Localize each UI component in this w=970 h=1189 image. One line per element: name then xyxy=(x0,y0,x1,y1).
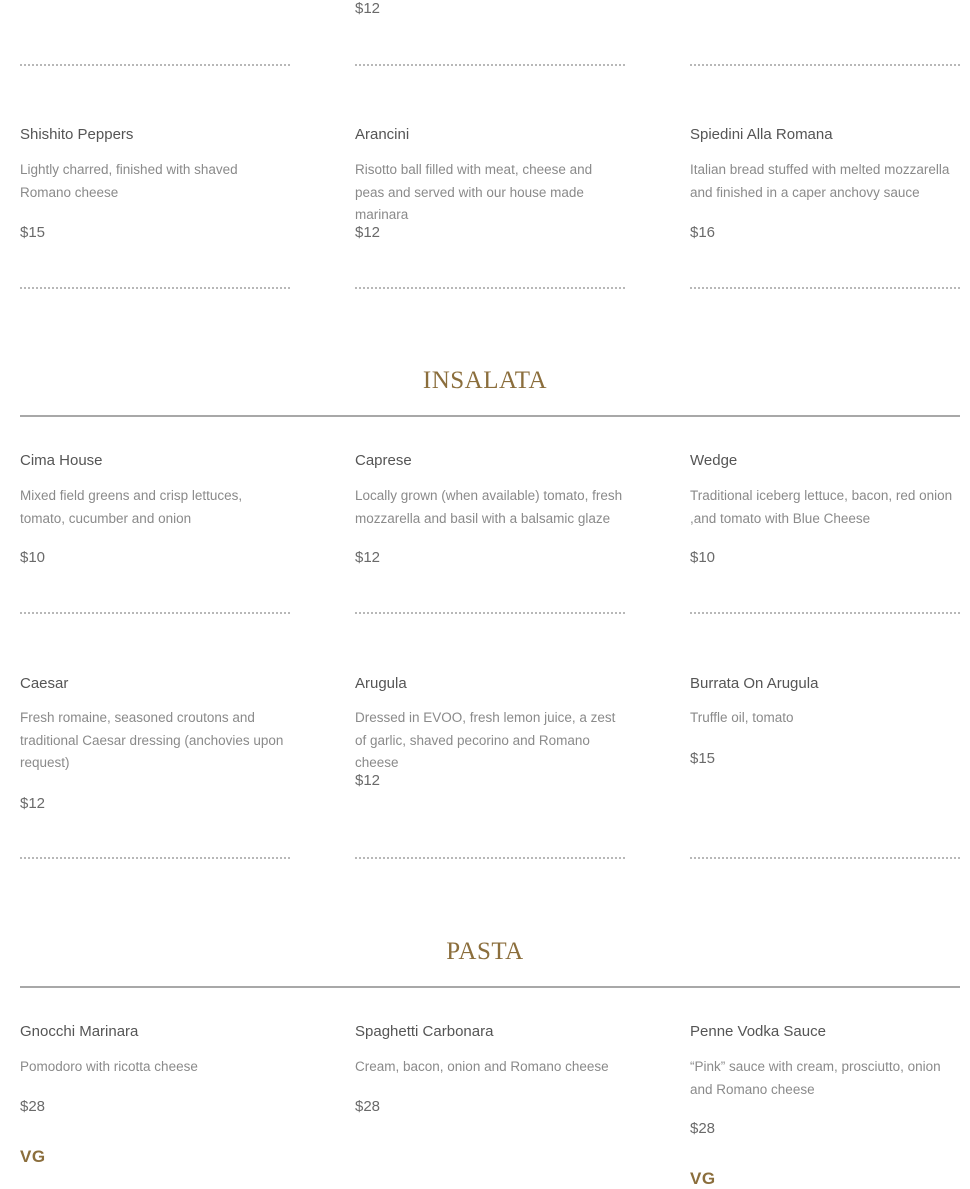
menu-item-name: Shishito Peppers xyxy=(20,126,134,143)
section-rule xyxy=(20,415,960,417)
dotted-divider xyxy=(355,64,625,66)
menu-item-description: Traditional iceberg lettuce, bacon, red onion ,and tomato with Blue Cheese xyxy=(690,488,953,526)
menu-item-description: Locally grown (when available) tomato, fresh mozzarella and basil with a balsamic glaze xyxy=(355,488,623,526)
menu-item-description: Mixed field greens and crisp lettuces, tomato, cucumber and onion xyxy=(20,488,243,526)
dotted-divider xyxy=(355,612,625,614)
menu-item-price: $12 xyxy=(355,224,381,241)
dotted-divider xyxy=(20,612,290,614)
menu-item-name: Cima House xyxy=(20,452,103,469)
menu-item-price: $28 xyxy=(355,1098,381,1115)
menu-item-description: Italian bread stuffed with melted mozzarella and finished in a caper anchovy sauce xyxy=(690,162,950,200)
menu-item-description: Lightly charred, finished with shaved Romano cheese xyxy=(20,162,238,200)
dotted-divider xyxy=(20,287,290,289)
dotted-divider xyxy=(690,612,960,614)
vegetarian-badge: VG xyxy=(20,1147,46,1166)
menu-item-price: $15 xyxy=(20,224,46,241)
menu-item-price: $10 xyxy=(20,549,46,566)
menu-item-name: Wedge xyxy=(690,452,738,469)
menu-item-name: Penne Vodka Sauce xyxy=(690,1023,826,1040)
menu-item-description: Dressed in EVOO, fresh lemon juice, a zest of garlic, shaved pecorino and Romano cheese xyxy=(355,710,616,770)
menu-item-price: $16 xyxy=(690,224,716,241)
menu-item-description: Pomodoro with ricotta cheese xyxy=(20,1059,198,1074)
dotted-divider xyxy=(690,64,960,66)
menu-item-price: $15 xyxy=(690,750,716,767)
dotted-divider xyxy=(690,857,960,859)
menu-item-name: Burrata On Arugula xyxy=(690,675,819,692)
menu-item-name: Gnocchi Marinara xyxy=(20,1023,139,1040)
menu-item-price: $12 xyxy=(355,549,381,566)
menu-item-price: $28 xyxy=(20,1098,46,1115)
dotted-divider xyxy=(20,64,290,66)
menu-item-description: “Pink” sauce with cream, prosciutto, onion and Romano cheese xyxy=(690,1059,941,1097)
section-title-pasta: PASTA xyxy=(446,938,524,965)
menu-item-price: $12 xyxy=(20,795,46,812)
menu-item-description: Truffle oil, tomato xyxy=(690,710,794,725)
menu-item-name: Arugula xyxy=(355,675,407,692)
menu-item-description: Fresh romaine, seasoned croutons and traditional Caesar dressing (anchovies upon request) xyxy=(20,710,284,770)
menu-item-name: Spiedini Alla Romana xyxy=(690,126,833,143)
menu-item-description: Cream, bacon, onion and Romano cheese xyxy=(355,1059,609,1074)
menu-item-name: Caprese xyxy=(355,452,412,469)
menu-item-description: Risotto ball filled with meat, cheese and peas and served with our house made marinara xyxy=(355,162,593,222)
vegetarian-badge: VG xyxy=(690,1169,716,1188)
dotted-divider xyxy=(355,287,625,289)
section-rule xyxy=(20,986,960,988)
menu-item-price: $12 xyxy=(355,0,381,17)
menu-item-price: $12 xyxy=(355,772,381,789)
menu-item-price: $10 xyxy=(690,549,716,566)
menu-item-price: $28 xyxy=(690,1120,716,1137)
dotted-divider xyxy=(20,857,290,859)
dotted-divider xyxy=(690,287,960,289)
section-title-insalata: INSALATA xyxy=(422,367,548,394)
menu-item-name: Caesar xyxy=(20,675,69,692)
menu-item-name: Arancini xyxy=(355,126,410,143)
menu-item-name: Spaghetti Carbonara xyxy=(355,1023,494,1040)
dotted-divider xyxy=(355,857,625,859)
